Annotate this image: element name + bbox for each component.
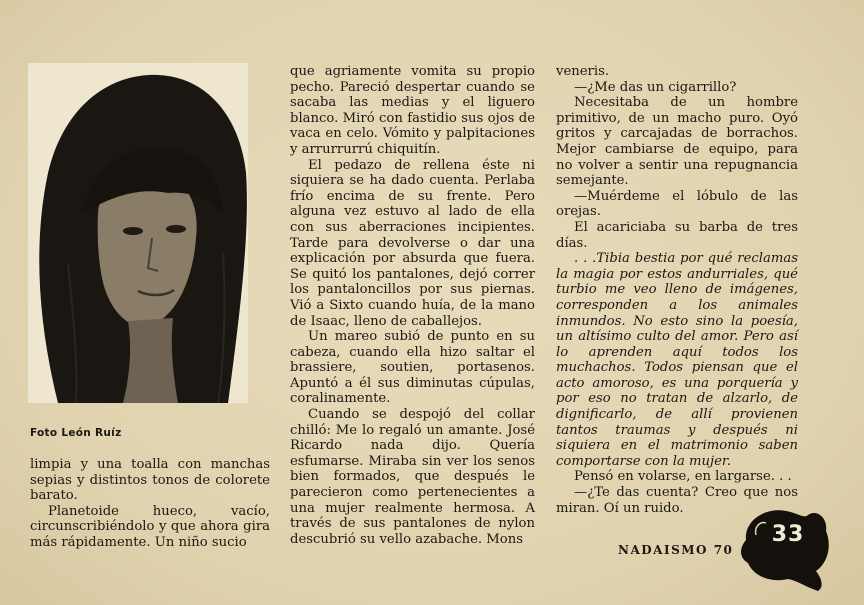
portrait-illustration (28, 63, 248, 403)
magazine-footer: NADAISMO 70 (618, 543, 734, 557)
paragraph: El acariciaba su barba de tres días. (556, 219, 798, 251)
photo-caption: Foto León Ruíz (30, 427, 122, 439)
portrait-photo (28, 63, 248, 403)
text-column-3 (556, 64, 798, 516)
paragraph: —¿Me das un cigarrillo? (574, 79, 737, 95)
paragraph: veneris. (556, 64, 610, 79)
paragraph: Necesitaba de un hombre primitivo, de un macho puro. Oyó gritos y carcajadas de borrachos. Mejor cambiarse de equipo, para no volver a sentir una repugnancia semejante. (556, 95, 798, 189)
page-number: 33 (771, 522, 805, 547)
paragraph: —Muérdeme el lóbulo de las orejas. (556, 188, 798, 220)
paragraph: Cuando se despojó del collar chilló: Me lo regaló un amante. José Ricardo nada dijo. Quería esfumarse. Miraba sin ver los senos bien formados, que después le parecieron como pertenecientes a una mujer realmente hermosa. A través de sus pantalones de nylon descubrió su vello azabache. Mons (290, 407, 535, 547)
paragraph: Pensó en volarse, en largarse. . . (574, 469, 792, 485)
paragraph: —¿Te das cuenta? Creo que nos miran. Oí un ruido. (556, 485, 798, 516)
paragraph: Un mareo subió de punto en su cabeza, cuando ella hizo saltar el brassiere, soutien, portasenos. Apuntó a él sus diminutas cúpulas, coralinamente. (290, 329, 535, 407)
page-number-logo (736, 505, 832, 593)
italic-paragraph: . . .Tibia bestia por qué reclamas la magia por estos andurriales, qué turbio me veo lleno de imágenes, corresponden a los animales inmundos. No esto sino la poesía, un altísimo culto del amor. Pero así lo aprenden aquí todos los muchachos. Todos piensan que el acto amoroso, es una porquería y por eso no tratan de alzarlo, de dignificarlo, de allí provienen tantos traumas y después ni siquiera en el matrimonio saben comportarse con la mujer. (556, 251, 798, 469)
text-column-2 (290, 64, 535, 547)
text-column-1 (30, 457, 270, 551)
paragraph: que agriamente vomita su propio pecho. Pareció despertar cuando se sacaba las medias y el liguero blanco. Miró con fastidio sus ojos de vaca en celo. Vómito y palpitaciones y arrurrurrú chiquitín. (290, 64, 535, 157)
paragraph: El pedazo de rellena éste ni siquiera se ha dado cuenta. Perlaba frío encima de su frente. Pero alguna vez estuvo al lado de ella con sus aberraciones incipientes. Tarde para devolverse o dar una explicación por absurda que fuera. Se quitó los pantalones, dejó correr los pantaloncillos por sus piernas. Vió a Sixto cuando huía, de la mano de Isaac, lleno de caballejos. (290, 157, 535, 329)
paragraph: limpia y una toalla con manchas sepias y distintos tonos de colorete barato. (30, 457, 270, 504)
paragraph: Planetoide hueco, vacío, circunscribiéndolo y que ahora gira más rápidamente. Un niño sucio (30, 503, 270, 550)
